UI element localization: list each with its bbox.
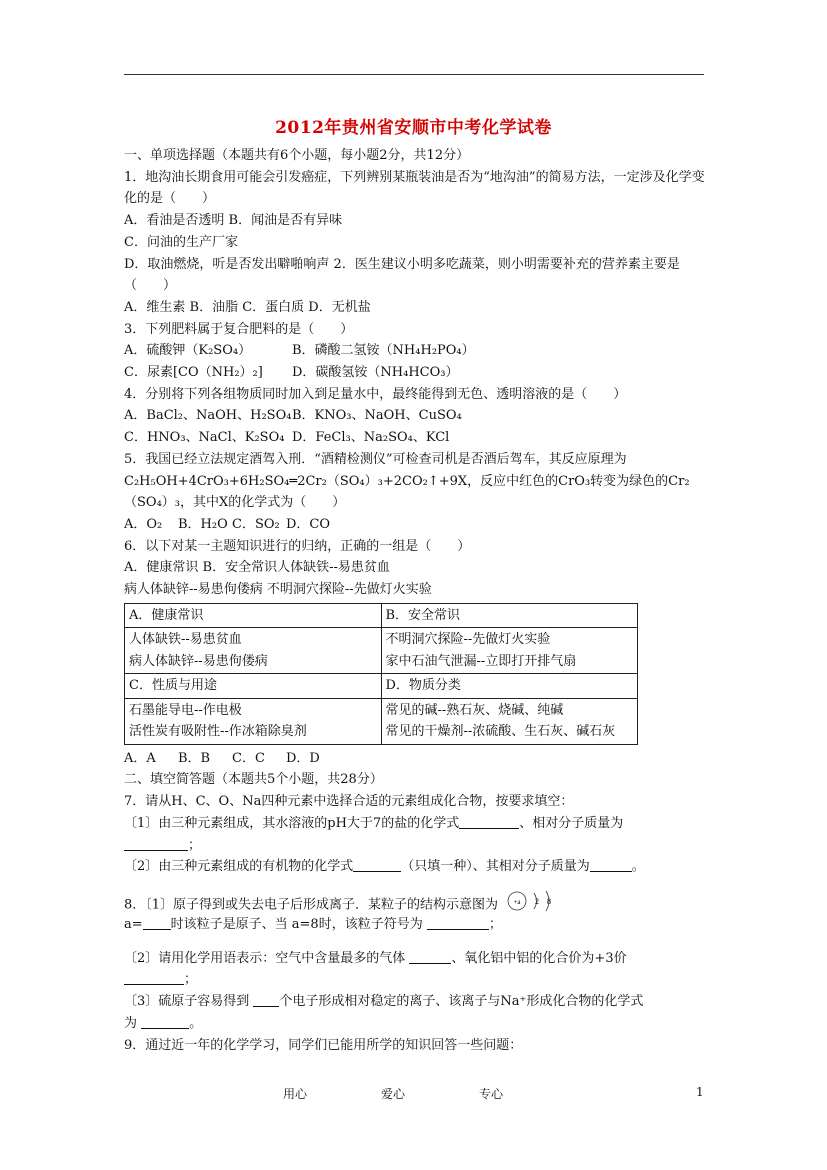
q1-option-d-q2-stem: D．取油燃烧，听是否发出噼啪响声 2．医生建议小明多吃蔬菜，则小明需要补充的营养素主要是（ ） — [124, 256, 680, 294]
q7-part1 — [124, 813, 709, 835]
q3-stem: 3．下列肥料属于复合肥料的是（ ） — [124, 321, 354, 337]
q8-part3-cont — [124, 1013, 709, 1035]
q8-part3-text3: 为 — [124, 1015, 138, 1031]
q6-option-a: A．A — [124, 750, 156, 766]
page-title: 2012年贵州省安顺市中考化学试卷 — [275, 118, 552, 138]
page-number: 1 — [696, 1085, 704, 1099]
atom-nucleus-label: +a — [513, 897, 521, 906]
q3-options-cd — [124, 362, 709, 384]
atom-structure-diagram — [506, 890, 568, 920]
q8-part1-end: ； — [488, 916, 502, 932]
q8-part3 — [124, 991, 709, 1013]
q4-option-b: B．KNO₃、NaOH、CuSO₄ — [292, 408, 462, 424]
answer-blank[interactable] — [253, 992, 279, 1007]
q7-part1-text: 〔1〕由三种元素组成，其水溶液的pH大于7的盐的化学式 — [124, 815, 460, 831]
footer-left: 用心 — [283, 1087, 308, 1101]
header-rule — [124, 74, 704, 75]
q6-option-d: D．D — [286, 750, 320, 766]
answer-blank[interactable] — [353, 857, 401, 872]
atom-shell-2-count: 8 — [547, 896, 552, 906]
q5-option-a: A．O₂ — [124, 516, 163, 532]
q8-part1 — [124, 890, 709, 914]
table-cell: 常见的碱--熟石灰、烧碱、纯碱 常见的干燥剂--浓硫酸、生石灰、碱石灰 — [381, 698, 638, 744]
q5-options — [124, 514, 709, 536]
q2-options: A．维生素 B．油脂 C．蛋白质 D．无机盐 — [124, 299, 371, 315]
q4-option-a: A．BaCl₂、NaOH、H₂SO₄ — [124, 408, 292, 424]
q5-option-d: D．CO — [286, 516, 331, 532]
q8-part3-end: 。 — [189, 1015, 203, 1031]
q6-options — [124, 748, 709, 770]
q5-stem-line1: 5．我国已经立法规定酒驾入刑．“酒精检测仪”可检查司机是否酒后驾车，其反应原理为 — [124, 451, 627, 467]
section-heading-choice: 一、单项选择题（本题共有6个小题，每小题2分，共12分） — [124, 148, 470, 163]
q3-option-d: D．碳酸氢铵（NH₄HCO₃） — [292, 365, 459, 381]
q5-option-c: C．SO₂ — [232, 516, 280, 532]
atom-diagram-svg — [506, 890, 568, 912]
q7-part1-text2: 、相对分子质量为 — [519, 815, 624, 831]
q4-options-cd — [124, 427, 709, 449]
q8-part3-text: 〔3〕硫原子容易得到 — [124, 994, 250, 1010]
footer-right: 专心 — [479, 1087, 504, 1101]
answer-blank[interactable] — [590, 857, 632, 872]
section-heading-fill: 二、填空简答题（本题共5个小题，共28分） — [124, 772, 383, 788]
q1-stem: 1．地沟油长期食用可能会引发癌症，下列辨别某瓶装油是否为“地沟油”的简易方法，一定涉及化学变化的是（ ） — [124, 169, 705, 207]
table-cell: D．物质分类 — [381, 674, 638, 699]
q9-stem: 9．通过近一年的化学学习，同学们已能用所学的知识回答一些问题： — [124, 1037, 523, 1053]
q6-option-b: B．B — [178, 750, 211, 766]
exam-content — [124, 145, 709, 1056]
q5-stem-line2: C₂H₅OH+4CrO₃+6H₂SO₄═2Cr₂（SO₄）₃+2CO₂↑+9X，反应中红色的CrO₃转变为绿色的Cr₂（SO₄）₃，其中X的化学式为（ ） — [124, 473, 690, 511]
q6-stem: 6．以下对某一主题知识进行的归纳，正确的一组是（ ） — [124, 538, 471, 554]
table-cell: 不明洞穴探险--先做灯火实验 家中石油气泄漏--立即打开排气扇 — [381, 628, 638, 674]
q6-line2: 病人体缺锌--易患佝偻病 不明洞穴探险--先做灯火实验 — [124, 582, 432, 598]
q7-part2 — [124, 856, 709, 878]
q6-line1: A．健康常识 B．安全常识人体缺铁--易患贫血 — [124, 560, 390, 576]
q7-part1-end: ； — [188, 837, 202, 853]
q4-options-ab — [124, 405, 709, 427]
q8-part1-text: 8．〔1〕原子得到或失去电子后形成离子．某粒子的结构示意图为 — [124, 897, 499, 913]
q4-option-c: C．HNO₃、NaCl、K₂SO₄ — [124, 430, 285, 446]
q6-knowledge-table — [124, 603, 638, 745]
q8-part3-text2: 个电子形成相对稳定的离子、该离子与Na⁺形成化合物的化学式 — [279, 994, 644, 1010]
q8-part2-text2: 、氧化铝中铝的化合价为+3价 — [451, 950, 627, 966]
answer-blank[interactable] — [427, 915, 489, 930]
q8-part1-text2: 时该粒子是原子、当 a=8时，该粒子符号为 — [170, 916, 423, 932]
q3-option-a: A．硫酸钾（K₂SO₄） — [124, 343, 252, 359]
q8-part2-cont — [124, 969, 709, 991]
table-row — [125, 674, 638, 699]
table-cell: B．安全常识 — [381, 603, 638, 628]
q7-part2-text2: （只填一种）、其相对分子质量为 — [401, 859, 590, 875]
answer-blank[interactable] — [124, 970, 184, 985]
q8-part1-cont — [124, 914, 709, 936]
q8-part2-end: ； — [184, 972, 198, 988]
q7-stem: 7．请从H、C、O、Na四种元素中选择合适的元素组成化合物，按要求填空： — [124, 794, 574, 810]
q1-option-ab: A．看油是否透明 B．闻油是否有异味 — [124, 213, 343, 229]
q1-option-c: C．问油的生产厂家 — [124, 234, 238, 250]
table-cell: C．性质与用途 — [125, 674, 382, 699]
q7-part2-text: 〔2〕由三种元素组成的有机物的化学式 — [124, 859, 354, 875]
table-cell: A．健康常识 — [125, 603, 382, 628]
q3-options-ab — [124, 340, 709, 362]
q8-part2-text: 〔2〕请用化学用语表示：空气中含量最多的气体 — [124, 950, 406, 966]
table-cell: 石墨能导电--作电极 活性炭有吸附性--作冰箱除臭剂 — [125, 698, 382, 744]
atom-shell-1-count: 2 — [535, 896, 540, 906]
q8-part2 — [124, 948, 709, 970]
table-row — [125, 603, 638, 628]
answer-blank[interactable] — [124, 836, 188, 851]
q6-option-c: C．C — [232, 750, 265, 766]
answer-blank[interactable] — [143, 915, 171, 930]
q4-option-d: D．FeCl₃、Na₂SO₄、KCl — [292, 430, 450, 446]
q8-a-label: a= — [124, 916, 143, 932]
q3-option-c: C．尿素[CO（NH₂）₂] — [124, 365, 263, 381]
q7-part1-cont — [124, 835, 709, 857]
answer-blank[interactable] — [141, 1014, 189, 1029]
q5-option-b: B．H₂O — [178, 516, 228, 532]
table-cell: 人体缺铁--易患贫血 病人体缺锌--易患佝偻病 — [125, 628, 382, 674]
footer-middle: 爱心 — [381, 1087, 406, 1101]
answer-blank[interactable] — [459, 814, 519, 829]
table-row — [125, 698, 638, 744]
answer-blank[interactable] — [409, 949, 451, 964]
q3-option-b: B．磷酸二氢铵（NH₄H₂PO₄） — [292, 343, 475, 359]
table-row — [125, 628, 638, 674]
q4-stem: 4．分别将下列各组物质同时加入到足量水中，最终能得到无色、透明溶液的是（ ） — [124, 386, 627, 402]
q7-part2-end: 。 — [631, 859, 645, 875]
